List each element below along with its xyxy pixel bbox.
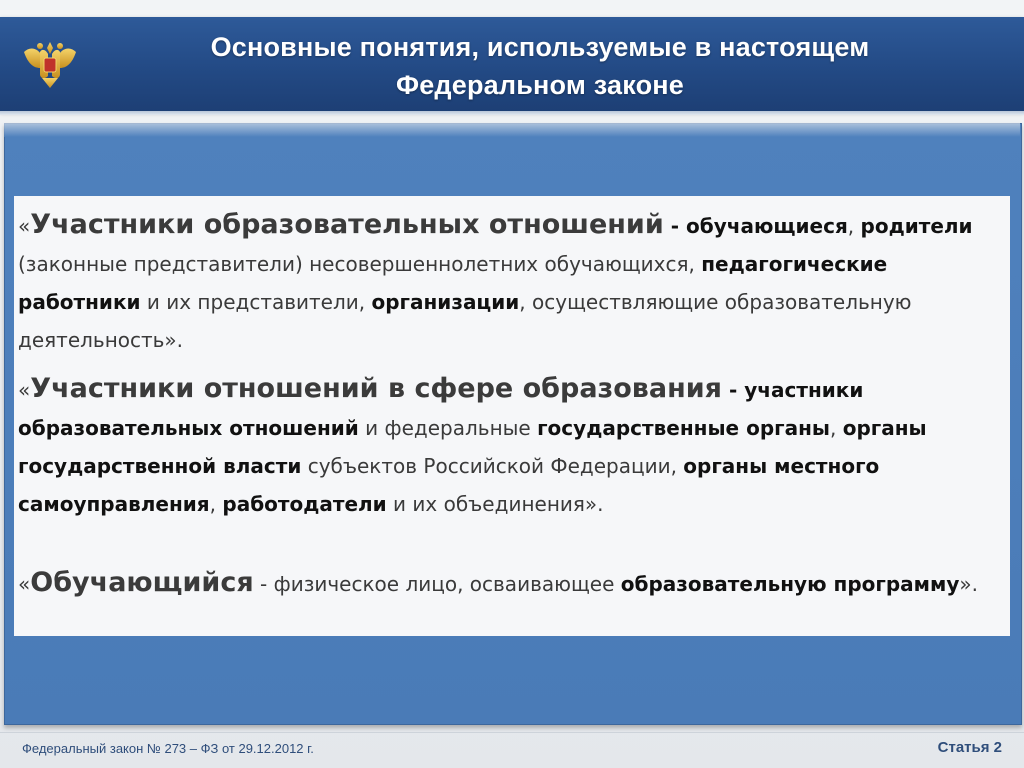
slide-title-line1: Основные понятия, используемые в настоящем bbox=[210, 32, 870, 62]
definition-key-phrase: органы государственной власти bbox=[18, 416, 927, 478]
quote-mark: « bbox=[18, 572, 31, 596]
definition-text: субъектов Российской Федерации, bbox=[301, 454, 684, 478]
definition-key-phrase: работодатели bbox=[222, 492, 387, 516]
definition-term: Участники образовательных отношений bbox=[30, 209, 664, 240]
definition-text: и федеральные bbox=[358, 416, 538, 440]
slide-title bbox=[100, 28, 980, 108]
definition-term: Участники отношений в сфере образования bbox=[30, 373, 723, 404]
definition-key-phrase: - обучающиеся bbox=[663, 214, 848, 238]
definition-participants-education-sphere bbox=[18, 370, 1003, 523]
slide-title-line2: Федеральном законе bbox=[395, 70, 685, 100]
definition-key-phrase: педагогические работники bbox=[18, 252, 888, 314]
panel-top-strip bbox=[4, 123, 1020, 137]
definition-key-phrase: - участники образовательных отношений bbox=[18, 378, 864, 440]
header-divider bbox=[0, 111, 1024, 115]
double-headed-eagle-icon bbox=[18, 32, 82, 96]
definition-text: , bbox=[209, 492, 223, 516]
definition-term: Обучающийся bbox=[30, 567, 254, 598]
definition-key-phrase: образовательную программу bbox=[620, 572, 960, 596]
definition-text: и их объединения». bbox=[386, 492, 604, 516]
definition-key-phrase: органы местного самоуправления bbox=[18, 454, 880, 516]
definition-key-phrase: родители bbox=[860, 214, 973, 238]
quote-mark: « bbox=[18, 214, 31, 238]
definition-text: ». bbox=[959, 572, 978, 596]
footer-article-number: Статья 2 bbox=[937, 739, 1002, 756]
definition-text: , bbox=[847, 214, 861, 238]
definition-student bbox=[18, 564, 1003, 603]
definition-key-phrase: организации bbox=[371, 290, 520, 314]
footer-law-reference: Федеральный закон № 273 – ФЗ от 29.12.2012 г. bbox=[22, 741, 314, 756]
definition-text: и их представители, bbox=[140, 290, 372, 314]
definition-participants-educational-relations bbox=[18, 206, 1003, 359]
footer-divider bbox=[0, 732, 1024, 733]
definition-text: - физическое лицо, осваивающее bbox=[253, 572, 621, 596]
definition-text: , bbox=[829, 416, 843, 440]
definition-key-phrase: государственные органы bbox=[537, 416, 830, 440]
quote-mark: « bbox=[18, 378, 31, 402]
definition-text: , осуществляющие образовательную деятельность». bbox=[18, 290, 912, 352]
definition-text: (законные представители) несовершеннолетних обучающихся, bbox=[18, 252, 702, 276]
